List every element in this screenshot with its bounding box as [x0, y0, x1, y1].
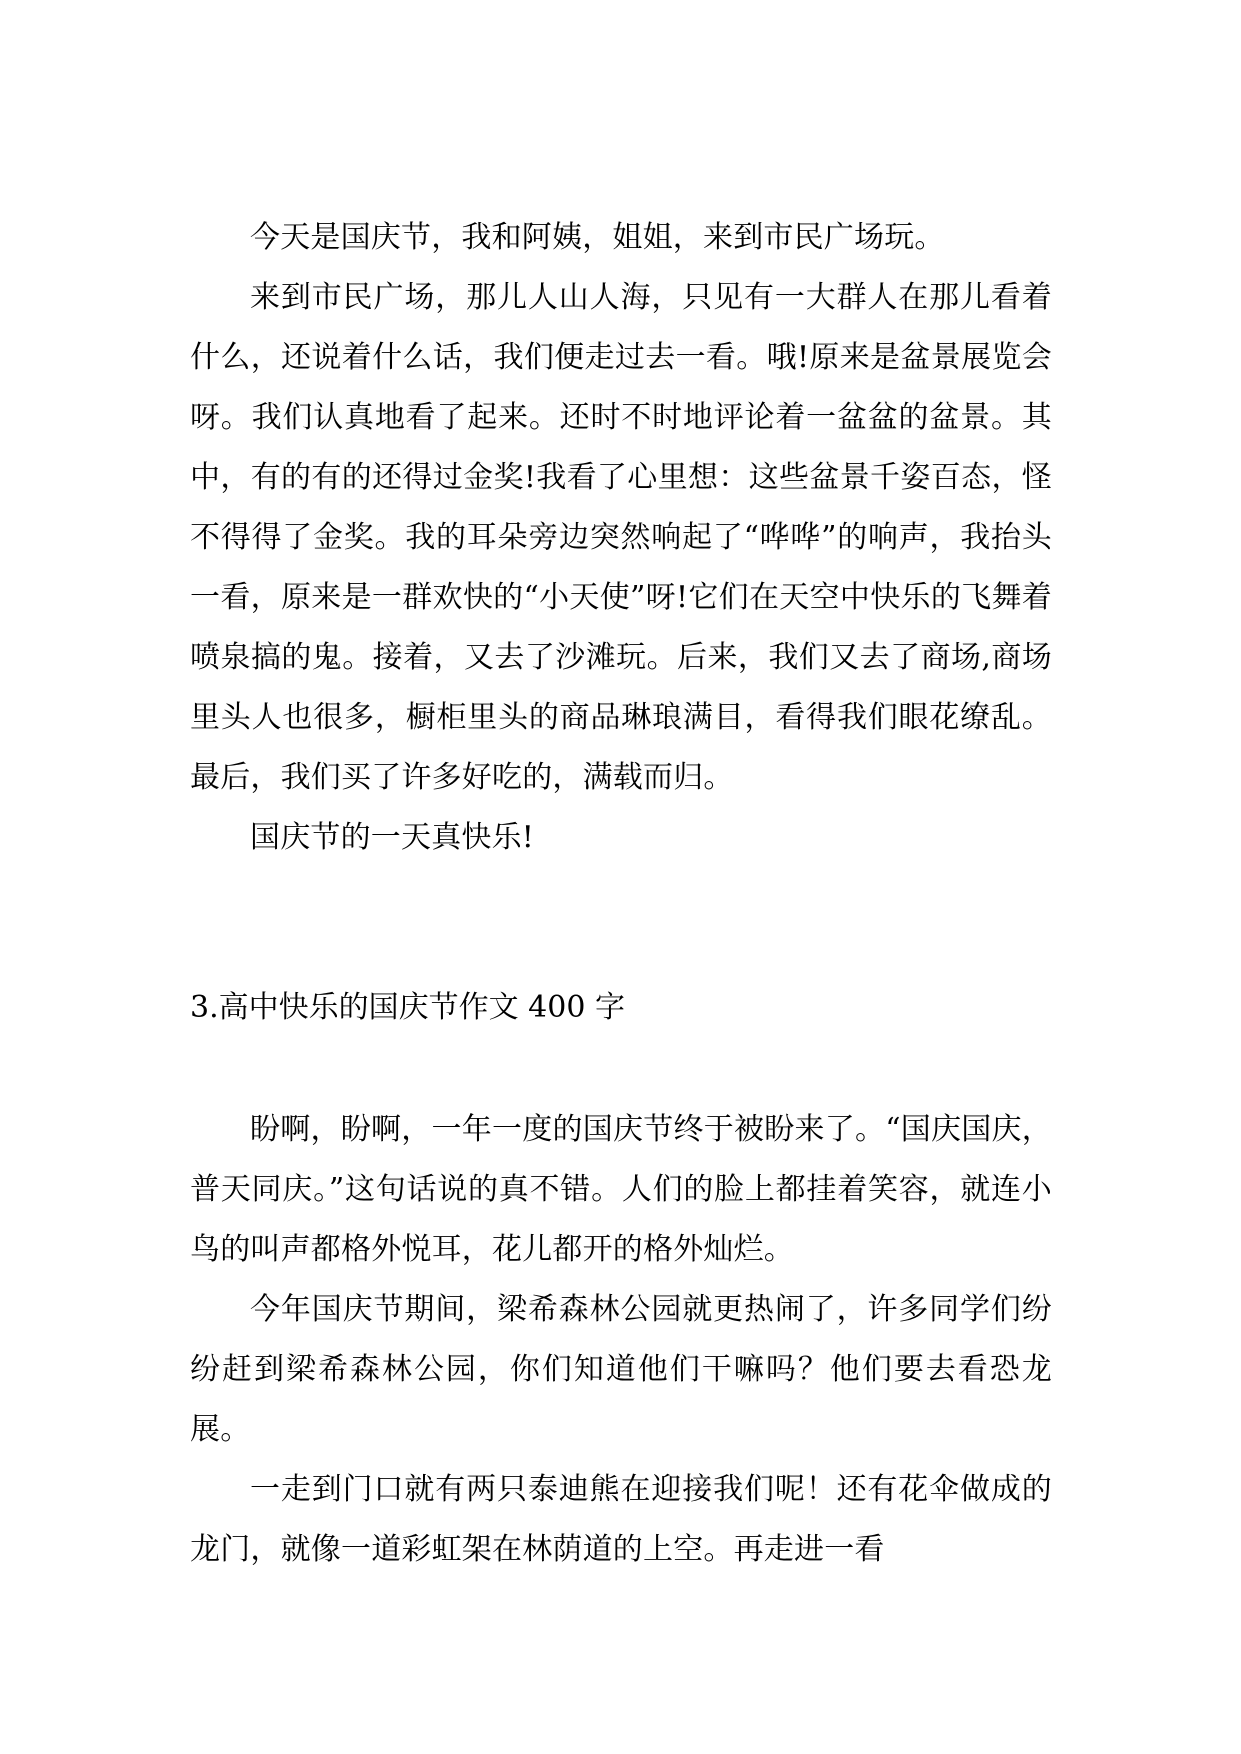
essay-section-3 — [190, 1100, 1052, 1580]
paragraph: 一走到门口就有两只泰迪熊在迎接我们呢！还有花伞做成的龙门，就像一道彩虹架在林荫道的上空。再走进一看 — [190, 1472, 1052, 1567]
paragraph: 今年国庆节期间，梁希森林公园就更热闹了，许多同学们纷纷赶到梁希森林公园，你们知道他们干嘛吗？他们要去看恐龙展。 — [190, 1292, 1052, 1447]
section-heading: 3.高中快乐的国庆节作文 400 字 — [190, 990, 625, 1025]
paragraph: 今天是国庆节，我和阿姨，姐姐，来到市民广场玩。 — [250, 220, 945, 255]
paragraph: 来到市民广场，那儿人山人海，只见有一大群人在那儿看着什么，还说着什么话，我们便走过去一看。哦!原来是盆景展览会呀。我们认真地看了起来。还时不时地评论着一盆盆的盆景。其中，有的有的还得过金奖!我看了心里想：这些盆景千姿百态，怪不得得了金奖。我的耳朵旁边突然响起了“哗哗”的响声，我抬头一看，原来是一群欢快的“小天使”呀!它们在天空中快乐的飞舞着喷泉搞的鬼。接着，又去了沙滩玩。后来，我们又去了商场,商场里头人也很多，橱柜里头的商品琳琅满目，看得我们眼花缭乱。最后，我们买了许多好吃的，满载而归。 — [190, 280, 1052, 795]
paragraph: 国庆节的一天真快乐! — [250, 820, 535, 855]
paragraph: 盼啊，盼啊，一年一度的国庆节终于被盼来了。“国庆国庆，普天同庆。”这句话说的真不错。人们的脸上都挂着笑容，就连小鸟的叫声都格外悦耳，花儿都开的格外灿烂。 — [190, 1112, 1052, 1267]
essay-section-1 — [190, 208, 1052, 868]
